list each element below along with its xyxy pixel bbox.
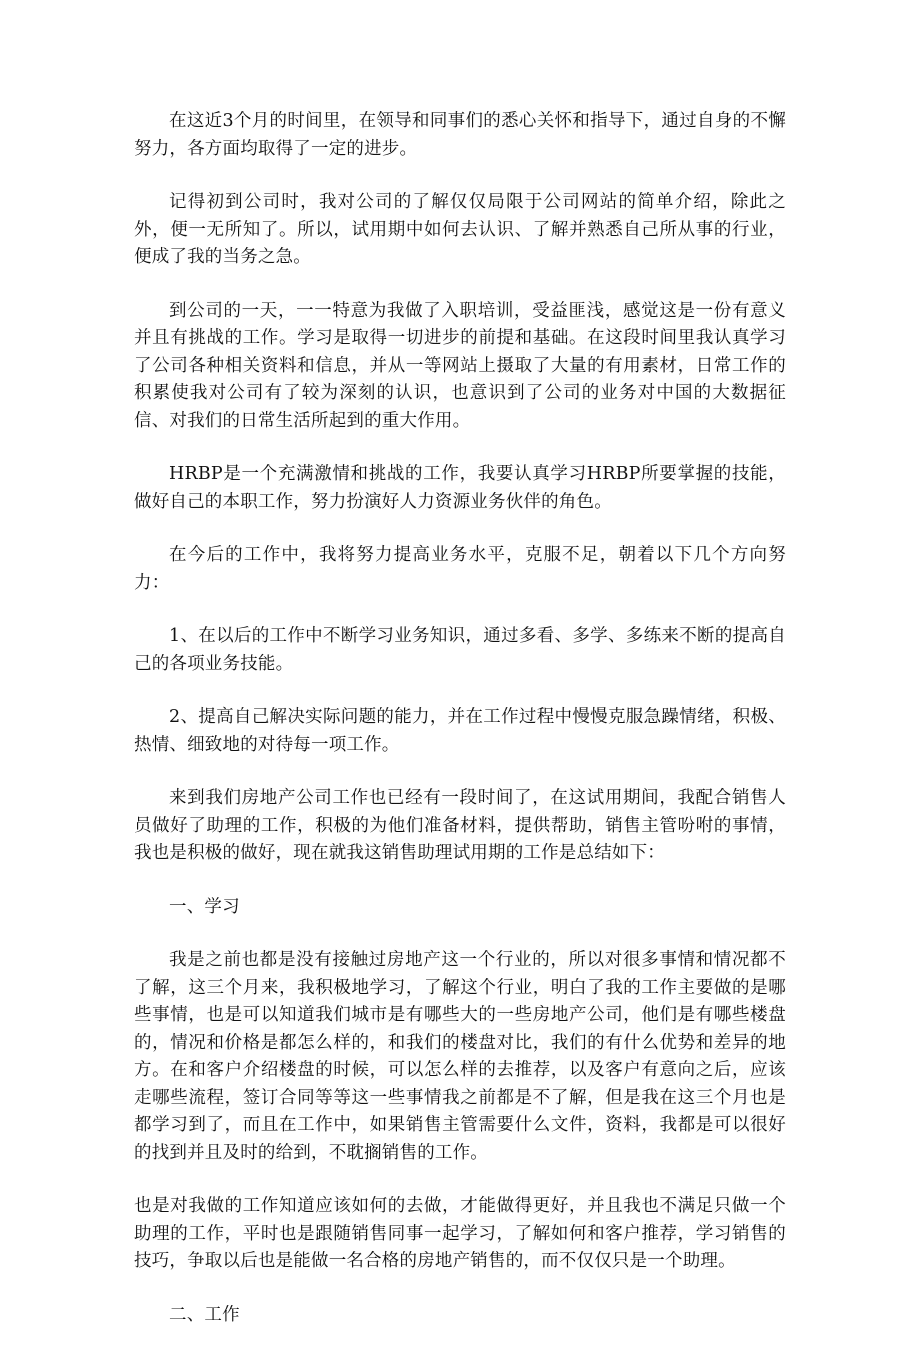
list-item-2: 2、提高自己解决实际问题的能力，并在工作过程中慢慢克服急躁情绪，积极、热情、细致地的对待每一项工作。 [134,707,786,755]
paragraph-training: 到公司的一天，一一特意为我做了入职培训，受益匪浅，感觉这是一份有意义并且有挑战的工作。学习是取得一切进步的前提和基础。在这段时间里我认真学习了公司各种相关资料和信息，并从一等网站上摄取了大量的有用素材，日常工作的积累使我对公司有了较为深刻的认识，也意识到了公司的业务对中国的大数据征信、对我们的日常生活所起到的重大作用。 [134,300,786,431]
paragraph-real-estate-summary: 来到我们房地产公司工作也已经有一段时间了，在这试用期间，我配合销售人员做好了助理的工作，积极的为他们准备材料，提供帮助，销售主管吩咐的事情，我也是积极的做好，现在就我这销售助理试用期的工作是总结如下： [134,788,786,863]
list-item-1: 1、在以后的工作中不断学习业务知识，通过多看、多学、多练来不断的提高自己的各项业务技能。 [134,626,786,674]
document-body [134,108,786,1355]
paragraph-hrbp: HRBP是一个充满激情和挑战的工作，我要认真学习HRBP所要掌握的技能，做好自己的本职工作，努力扮演好人力资源业务伙伴的角色。 [134,464,786,512]
paragraph-first-days: 记得初到公司时，我对公司的了解仅仅局限于公司网站的简单介绍，除此之外，便一无所知了。所以，试用期中如何去认识、了解并熟悉自己所从事的行业，便成了我的当务之急。 [134,192,786,267]
section-heading-work: 二、工作 [169,1304,240,1325]
section-heading-study: 一、学习 [169,896,240,917]
paragraph-intro: 在这近3个月的时间里，在领导和同事们的悉心关怀和指导下，通过自身的不懈努力，各方面均取得了一定的进步。 [134,111,786,159]
paragraph-future-directions: 在今后的工作中，我将努力提高业务水平，克服不足，朝着以下几个方向努力： [134,545,786,593]
paragraph-study-details: 我是之前也都是没有接触过房地产这一个行业的，所以对很多事情和情况都不了解，这三个月来，我积极地学习，了解这个行业，明白了我的工作主要做的是哪些事情，也是可以知道我们城市是有哪些大的一些房地产公司，他们是有哪些楼盘的，情况和价格是都怎么样的，和我们的楼盘对比，我们的有什么优势和差异的地方。在和客户介绍楼盘的时候，可以怎么样的去推荐，以及客户有意向之后，应该走哪些流程，签订合同等等这一些事情我之前都是不了解，但是我在这三个月也是都学习到了，而且在工作中，如果销售主管需要什么文件，资料，我都是可以很好的找到并且及时的给到，不耽搁销售的工作。 [134,950,786,1163]
paragraph-study-reflection: 也是对我做的工作知道应该如何的去做，才能做得更好，并且我也不满足只做一个助理的工作，平时也是跟随销售同事一起学习，了解如何和客户推荐，学习销售的技巧，争取以后也是能做一名合格的房地产销售的，而不仅仅只是一个助理。 [134,1196,786,1271]
